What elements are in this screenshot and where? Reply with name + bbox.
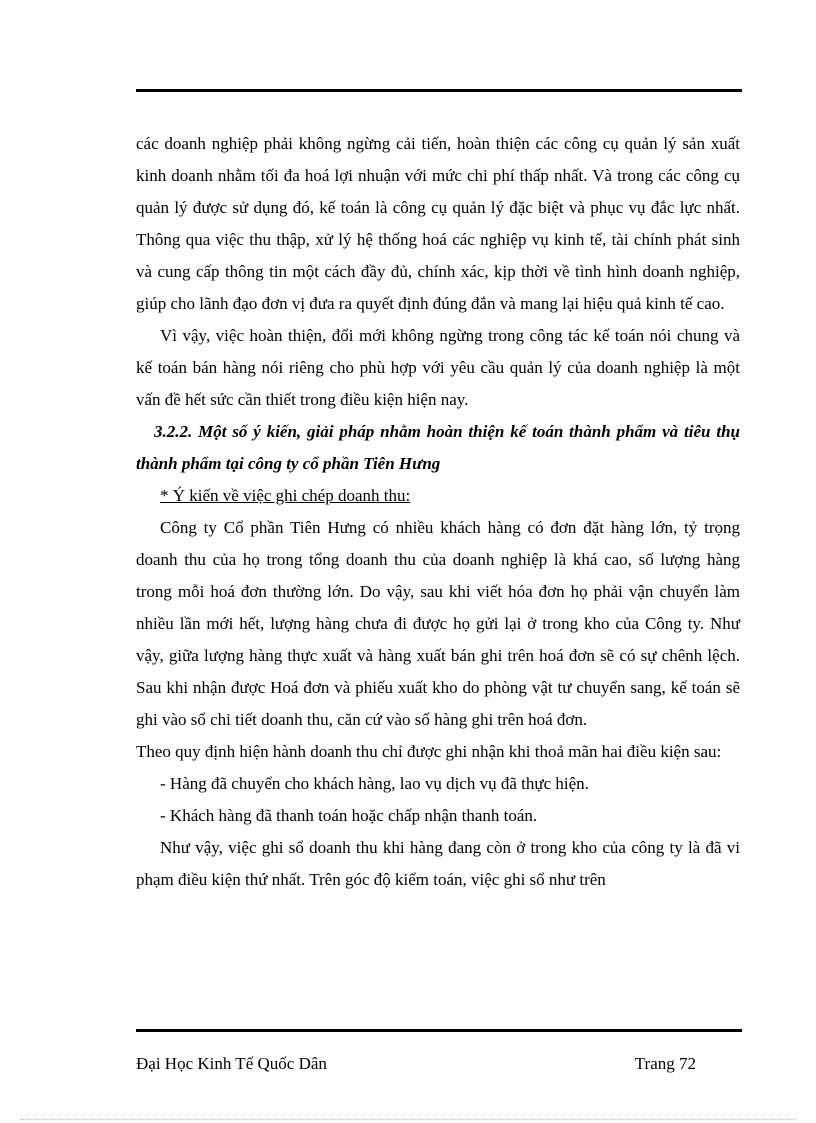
paragraph-4: Theo quy định hiện hành doanh thu chỉ được ghi nhận khi thoả mãn hai điều kiện sau: xyxy=(136,742,722,761)
paragraph-3: Công ty Cổ phần Tiên Hưng có nhiều khách hàng có đơn đặt hàng lớn, tỷ trọng doanh thu của họ trong tổng doanh thu của doanh nghiệp là khá cao, số lượng hàng trong mỗi hoá đơn thường lớn. Do vậy, sau khi viết hóa đơn họ phải vận chuyển làm nhiều lần mới hết, lượng hàng chưa đi được họ gửi lại ở trong kho của Công ty. Như vậy, giữa lượng hàng thực xuất và hàng xuất bán ghi trên hoá đơn sẽ có sự chênh lệch. Sau khi nhận được Hoá đơn và phiếu xuất kho do phòng vật tư chuyển sang, kế toán sẽ ghi vào sổ chi tiết doanh thu, căn cứ vào số hàng ghi trên hoá đơn. xyxy=(136,518,740,729)
paragraph-1: các doanh nghiệp phải không ngừng cải tiến, hoàn thiện các công cụ quản lý sản xuất kinh doanh nhằm tối đa hoá lợi nhuận với mức chi phí thấp nhất. Và trong các công cụ quản lý được sử dụng đó, kế toán là công cụ quản lý đặc biệt và phục vụ đắc lực nhất. Thông qua việc thu thập, xử lý hệ thống hoá các nghiệp vụ kinh tế, tài chính phát sinh và cung cấp thông tin một cách đầy đủ, chính xác, kịp thời về tình hình doanh nghiệp, giúp cho lãnh đạo đơn vị đưa ra quyết định đúng đắn và mang lại hiệu quả kinh tế cao. xyxy=(136,134,740,313)
page-number: Trang 72 xyxy=(634,1054,696,1073)
subheading-text: * Ý kiến về việc ghi chép doanh thu: xyxy=(160,486,411,505)
footer-university: Đại Học Kinh Tế Quốc Dân xyxy=(136,1054,327,1073)
paragraph-2: Vì vậy, việc hoàn thiện, đổi mới không ngừng trong công tác kế toán nói chung và kế toán bán hàng nói riêng cho phù hợp với yêu cầu quản lý của doanh nghiệp là một vấn đề hết sức cần thiết trong điều kiện hiện nay. xyxy=(136,326,740,409)
list-item-1: - Hàng đã chuyển cho khách hàng, lao vụ dịch vụ đã thực hiện. xyxy=(160,774,589,793)
list-item-2: - Khách hàng đã thanh toán hoặc chấp nhận thanh toán. xyxy=(160,806,538,825)
page-edge-dotted-line xyxy=(20,1119,796,1120)
header-rule xyxy=(136,89,742,92)
paragraph-5: Như vậy, việc ghi sổ doanh thu khi hàng đang còn ở trong kho của công ty là đã vi phạm điều kiện thứ nhất. Trên góc độ kiểm toán, việc ghi sổ như trên xyxy=(136,838,740,889)
page-body xyxy=(136,128,740,896)
footer-rule xyxy=(136,1029,742,1032)
subheading xyxy=(136,480,740,512)
section-heading: 3.2.2. Một số ý kiến, giải pháp nhằm hoàn thiện kế toán thành phẩm và tiêu thụ thành phẩm tại công ty cổ phần Tiên Hưng xyxy=(136,422,740,473)
